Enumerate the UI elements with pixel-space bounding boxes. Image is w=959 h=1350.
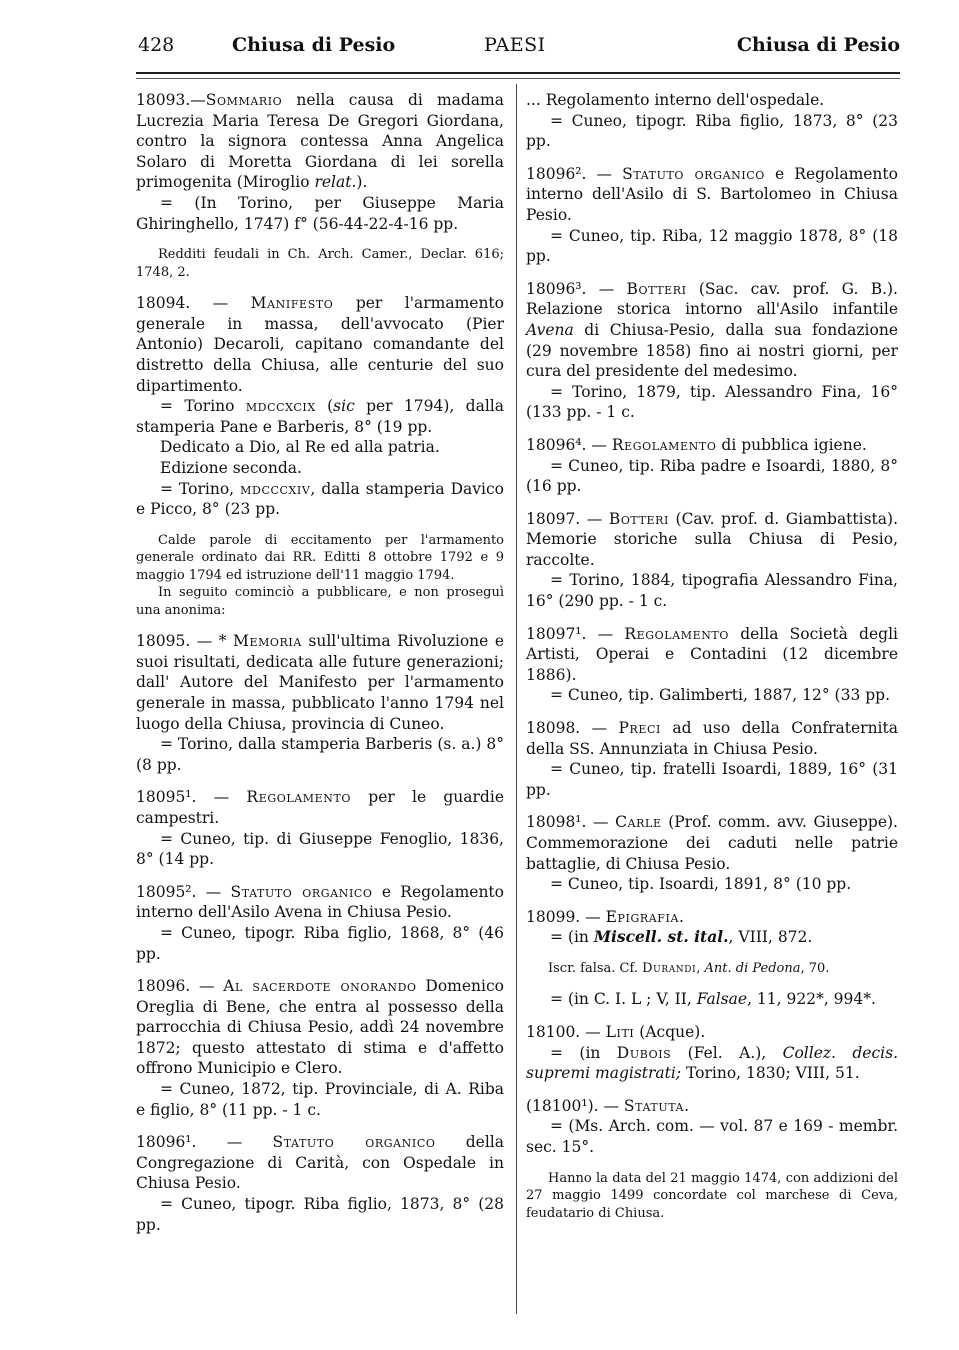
entry-18098-1 — [526, 812, 898, 894]
entry-number: 18095. — * — [136, 632, 227, 651]
entry-text: nella causa di madama Lucrezia Maria Teresa De Gregori Giordana, contro la signora contessa Anna Angelica Solaro di Moretta Giordana di lei sorella primogenita (Miroglio — [136, 91, 504, 192]
entry-text: (Acque). — [634, 1023, 706, 1042]
imprint: = Cuneo, tipogr. Riba figlio, 1873, 8° (28 pp. — [136, 1195, 504, 1234]
entry-number: 18095². — — [136, 882, 222, 901]
imprint: = (In Torino, per Giuseppe Maria Ghiringhello, 1747) f° (56-44-22-4-16 pp. — [136, 193, 504, 233]
entry-text: ad uso della Confraternita della SS. Annunziata in Chiusa Pesio. — [526, 719, 898, 758]
column-divider — [516, 84, 517, 1314]
entry-heading: Botteri — [608, 509, 669, 528]
note-text: Calde parole di eccitamento per l'armamento generale ordinato dai RR. Editti 8 ottobre 1792 e 9 maggio 1794 ed istruzione dell'11 maggio 1794. — [136, 532, 504, 583]
entry-number: 18093. — [136, 91, 191, 109]
entry-text: per l'armamento generale in massa, dell'avvocato (Pier Antonio) Decaroli, capitano comandante del distretto della Chiusa, alle centurie del suo dipartimento. — [136, 294, 504, 395]
entry-number: 18098¹. — — [526, 813, 609, 832]
entry-text: (Cav. prof. d. Giambattista). Memorie storiche sulla Chiusa di Pesio, raccolte. — [526, 509, 898, 569]
entry-number: 18097¹. — — [526, 624, 614, 643]
entry-number: 18096⁴. — — [526, 435, 607, 454]
edition: Edizione seconda. — [160, 458, 302, 477]
entry-18095-1 — [136, 787, 504, 869]
entry-number: 18097. — — [526, 509, 603, 528]
entry-text: . — [679, 907, 684, 926]
entry-number: 18095¹. — — [136, 788, 230, 807]
entry-18094 — [136, 293, 504, 520]
entry-18097-1 — [526, 624, 898, 706]
entry-text: (Sac. cav. prof. G. B.). Relazione storica intorno all'Asilo infantile — [526, 279, 898, 319]
entry-text: di pubblica igiene. — [716, 435, 867, 454]
entry-18099-imprint-2 — [526, 989, 898, 1010]
entry-18096 — [136, 976, 504, 1120]
imprint: = Cuneo, tip. fratelli Isoardi, 1889, 16° (31 pp. — [526, 760, 898, 799]
entry-heading: Preci — [618, 719, 662, 738]
entry-text: sull'ultima Rivoluzione e suoi risultati, dedicata alle future generazioni; dall' Autore del Manifesto per l'armamento generale in massa, pubblicato l'anno 1794 nel luogo della Chiusa, provincia di Cuneo. — [136, 632, 504, 733]
entry-18098 — [526, 718, 898, 800]
running-header — [138, 34, 900, 64]
entry-text: (Prof. comm. avv. Giuseppe). Commemorazione dei caduti nelle patrie battaglie, di Chiusa Pesio. — [526, 813, 898, 873]
entry-18095 — [136, 631, 504, 775]
entry-heading: Statuto organico — [622, 164, 765, 183]
header-rule — [136, 72, 900, 74]
dedication: Dedicato a Dio, al Re ed alla patria. — [160, 438, 440, 457]
header-center: PAESI — [484, 34, 546, 56]
entry-heading: Liti — [605, 1023, 635, 1042]
entry-heading: Statuta — [623, 1096, 685, 1115]
header-rule-thin — [136, 78, 900, 79]
entry-18096-2 — [526, 164, 898, 267]
entry-text: ... Regolamento interno dell'ospedale. — [526, 91, 825, 109]
header-left-title: Chiusa di Pesio — [232, 34, 396, 56]
header-right-title: Chiusa di Pesio — [736, 34, 900, 56]
imprint: = Cuneo, tipogr. Riba figlio, 1873, 8° (23 pp. — [526, 111, 898, 151]
imprint: = Torino, 1879, tip. Alessandro Fina, 16° (133 pp. - 1 c. — [526, 382, 898, 422]
entry-note — [526, 1170, 898, 1223]
imprint: = Cuneo, tipogr. Riba figlio, 1868, 8° (46 pp. — [136, 923, 504, 963]
entry-18099 — [526, 907, 898, 948]
imprint: = Torino, mdcccxiv, dalla stamperia Davico e Picco, 8° (23 pp. — [136, 479, 505, 519]
entry-text: della Società degli Artisti, Operai e Contadini (12 dicembre 1886). — [526, 624, 898, 684]
imprint: = Torino mdccxcix (sic per 1794), dalla stamperia Pane e Barberis, 8° (19 pp. — [136, 397, 504, 436]
entry-heading: Carle — [615, 813, 662, 832]
entry-heading: Manifesto — [250, 294, 334, 313]
entry-note — [136, 246, 504, 281]
entry-text: e Regolamento interno dell'Asilo Avena in Chiusa Pesio. — [136, 882, 504, 922]
imprint: = (in C. I. L ; V, II, Falsae, 11, 922*, 994*. — [550, 990, 876, 1009]
imprint: = (Ms. Arch. com. — vol. 87 e 169 - membr. sec. 15°. — [526, 1117, 898, 1157]
note-text: Hanno la data del 21 maggio 1474, con addizioni del 27 maggio 1499 concordate col marchese di Ceva, feudatario di Chiusa. — [526, 1170, 898, 1221]
entry-text: . — [684, 1096, 690, 1115]
imprint: = Cuneo, tip. di Giuseppe Fenoglio, 1836, 8° (14 pp. — [136, 829, 504, 869]
entry-number: 18094. — — [136, 294, 229, 313]
imprint: = Cuneo, 1872, tip. Provinciale, di A. Riba e figlio, 8° (11 pp. - 1 c. — [136, 1080, 504, 1119]
note-text: Iscr. falsa. Cf. Durandi, Ant. di Pedona, 70. — [548, 960, 830, 976]
entry-heading: Sommario — [205, 91, 283, 109]
entry-note — [526, 960, 898, 978]
entry-18097 — [526, 509, 898, 612]
page-number: 428 — [138, 34, 175, 56]
entry-continuation — [526, 90, 898, 152]
entry-heading: Statuto organico — [230, 882, 373, 901]
entry-number: 18096². — — [526, 164, 613, 183]
entry-italic: relat. — [314, 173, 357, 192]
entry-18096-4 — [526, 435, 898, 497]
entry-heading: Al sacerdote onorando — [223, 977, 417, 996]
entry-text: Domenico Oreglia di Bene, che entra al possesso della parrocchia di Chiusa Pesio, addì 24 novembre 1872; questo attestato di stima e d'affetto offrono Municipio e Clero. — [136, 977, 504, 1078]
entry-number: 18096³. — — [526, 279, 615, 298]
entry-text: di Chiusa-Pesio, dalla sua fondazione (29 novembre 1858) fino ai nostri giorni, per cura del presidente del medesimo. — [526, 320, 898, 381]
note-text: Redditi feudali in Ch. Arch. Camer., Declar. 616; 1748, 2. — [136, 247, 504, 280]
imprint: = (in Miscell. st. ital., VIII, 872. — [550, 927, 813, 947]
entry-heading: Statuto organico — [272, 1133, 436, 1152]
entry-text: per le guardie campestri. — [136, 788, 504, 827]
entry-18100 — [526, 1022, 898, 1084]
entry-text: della Congregazione di Carità, con Ospedale in Chiusa Pesio. — [136, 1133, 504, 1193]
entry-number: 18099. — — [526, 907, 601, 926]
entry-number: 18100. — — [526, 1023, 601, 1042]
entry-heading: Memoria — [232, 632, 302, 651]
entry-heading: Regolamento — [611, 435, 717, 454]
entry-text: ). — [356, 173, 368, 192]
entry-heading: Epigrafia — [605, 907, 680, 926]
entry-18095-2 — [136, 882, 504, 964]
entry-italic: Avena — [526, 320, 574, 339]
entry-number: 18098. — — [526, 719, 608, 738]
entry-18096-3 — [526, 279, 898, 423]
entry-number: (18100¹). — — [526, 1096, 619, 1115]
imprint: = Torino, dalla stamperia Barberis (s. a.) 8° (8 pp. — [136, 735, 504, 774]
entry-number: 18096. — — [136, 977, 215, 996]
imprint: = (in Dubois (Fel. A.), Collez. decis. supremi magistrati; Torino, 1830; VIII, 51. — [526, 1043, 898, 1083]
imprint: = Cuneo, tip. Riba, 12 maggio 1878, 8° (18 pp. — [526, 226, 898, 266]
imprint: = Cuneo, tip. Isoardi, 1891, 8° (10 pp. — [550, 875, 852, 894]
right-column — [526, 90, 898, 1234]
imprint: = Cuneo, tip. Galimberti, 1887, 12° (33 pp. — [550, 686, 891, 705]
note-text: In seguito cominciò a pubblicare, e non proseguì una anonima: — [136, 585, 504, 618]
entry-heading: Botteri — [626, 279, 687, 298]
entry-text: e Regolamento interno dell'Asilo di S. Bartolomeo in Chiusa Pesio. — [526, 164, 898, 224]
entry-number: 18096¹. — — [136, 1133, 243, 1152]
entry-heading: Regolamento — [246, 788, 352, 807]
imprint: = Cuneo, tip. Riba padre e Isoardi, 1880, 8° (16 pp. — [526, 456, 898, 496]
entry-heading: Regolamento — [624, 624, 729, 643]
entry-note — [136, 532, 504, 620]
entry-18093: 18093.—Sommario nella causa di madama Lucrezia Maria Teresa De Gregori Giordana, contro la signora contessa Anna Angelica Solaro di Moretta Giordana di lei sorella primogenita (Miroglio relat.). = (In Torino, per Giuseppe Maria Ghiringhello, 1747) f° (56-44-22-4-16 pp. — [136, 91, 504, 233]
entry-18100-1 — [526, 1096, 898, 1158]
left-column — [136, 90, 504, 1247]
imprint: = Torino, 1884, tipografia Alessandro Fina, 16° (290 pp. - 1 c. — [526, 571, 898, 611]
entry-18096-1 — [136, 1132, 504, 1235]
